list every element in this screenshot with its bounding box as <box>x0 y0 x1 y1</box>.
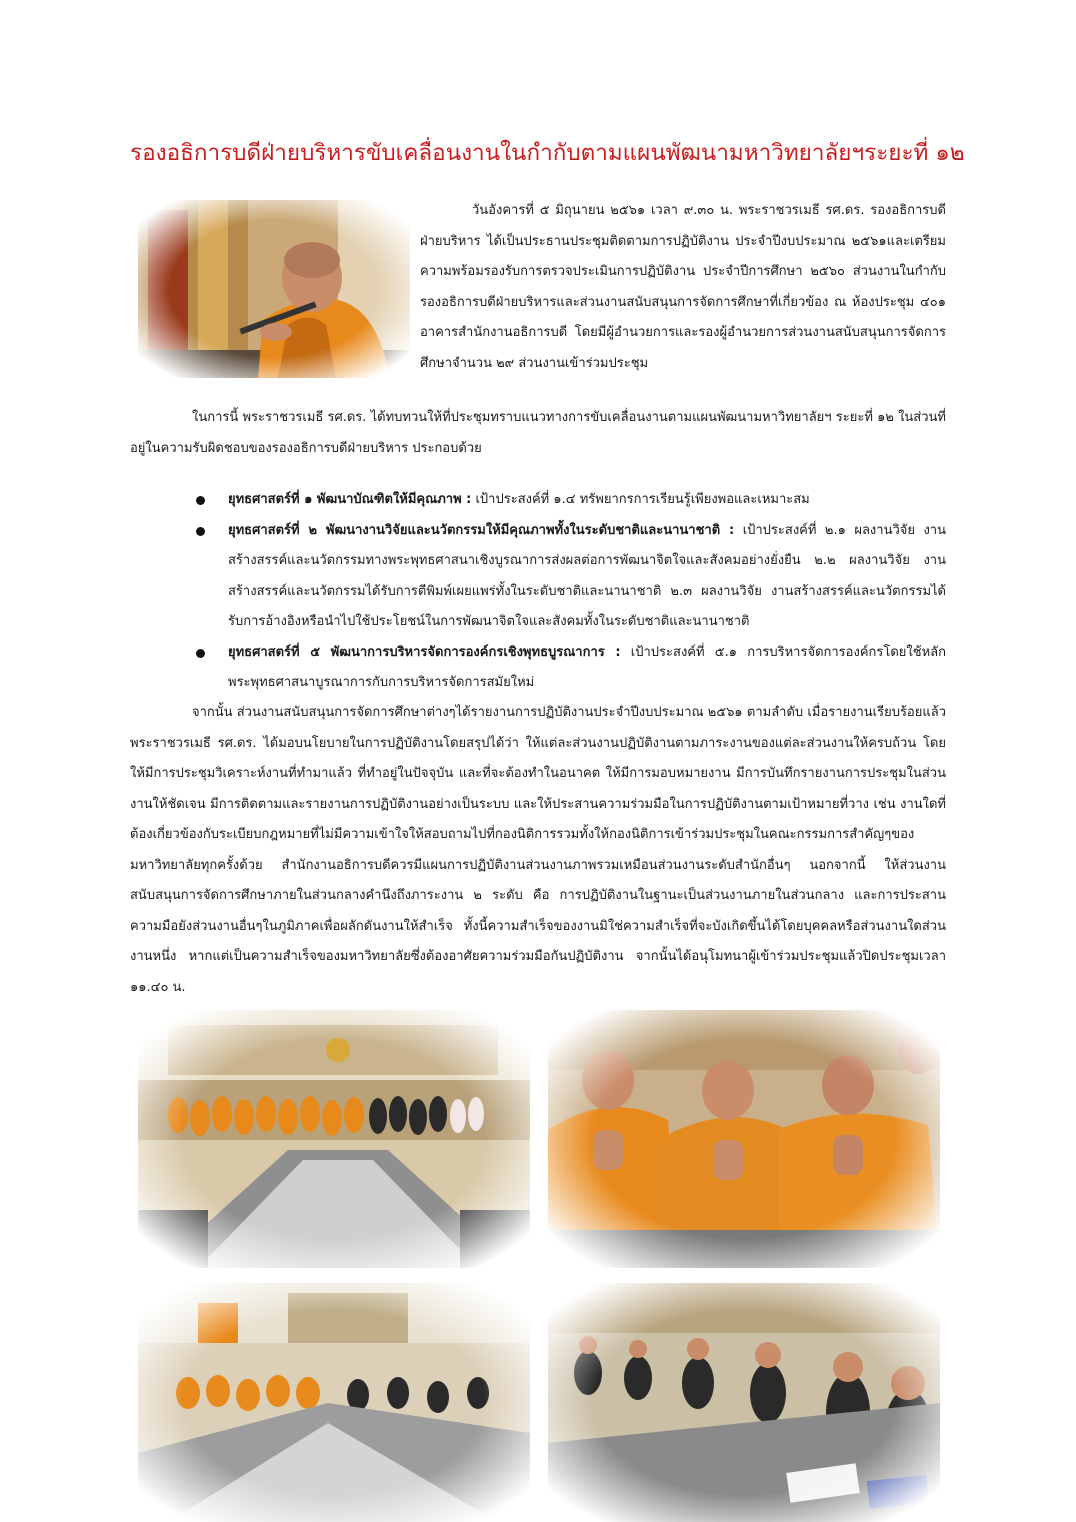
photo-group-meeting-room <box>138 1010 530 1268</box>
strategy-item: ยุทธศาสตร์ที่ ๒ พัฒนางานวิจัยและนวัตกรรมให้มีคุณภาพทั้งในระดับชาติและนานาชาติ : เป้าประสงค์ที่ ๒.๑ ผลงานวิจัย งานสร้างสรรค์และนวัตกรรมทางพระพุทธศาสนาเชิงบูรณาการส่งผลต่อการพัฒนาจิตใจและสังคมอย่างยั่งยืน ๒.๒ ผลงานวิจัย งานสร้างสรรค์และนวัตกรรมได้รับการตีพิมพ์เผยแพร่ทั้งในระดับชาติและนานาชาติ ๒.๓ ผลงานวิจัย งานสร้างสรรค์และนวัตกรรมได้รับการอ้างอิงหรือนำไปใช้ประโยชน์ในการพัฒนาจิตใจและสังคมทั้งในระดับชาติและนานาชาติ <box>190 516 946 638</box>
strategy-item: ยุทธศาสตร์ที่ ๕ พัฒนาการบริหารจัดการองค์กรเชิงพุทธบูรณาการ : เป้าประสงค์ที่ ๕.๑ การบริหารจัดการองค์กรโดยใช้หลักพระพุทธศาสนาบูรณาการกับการบริหารจัดการสมัยใหม่ <box>190 638 946 699</box>
bullet-icon <box>196 527 205 536</box>
article-title: รองอธิการบดีฝ่ายบริหารขับเคลื่อนงานในกำกับตามแผนพัฒนามหาวิทยาลัยฯระยะที่ ๑๒ <box>130 140 965 166</box>
bullet-icon <box>196 649 205 658</box>
photo-chairman <box>138 200 410 378</box>
photo-monks-respect <box>548 1010 940 1268</box>
paragraph-policy: จากนั้น ส่วนงานสนับสนุนการจัดการศึกษาต่างๆได้รายงานการปฏิบัติงานประจำปีงบประมาณ ๒๕๖๑ ตามลำดับ เมื่อรายงานเรียบร้อยแล้ว พระราชวรเมธี รศ.ดร. ได้มอบนโยบายในการปฏิบัติงานโดยสรุปได้ว่า ให้แต่ละส่วนงานปฏิบัติงานตามภาระงานของแต่ละส่วนงานให้ครบถ้วน โดยให้มีการประชุมวิเคราะห์งานที่ทำมาแล้ว ที่ทำอยู่ในปัจจุบัน และที่จะต้องทำในอนาคต ให้มีการมอบหมายงาน มีการบันทึกรายงานการประชุมในส่วนงานให้ชัดเจน มีการติดตามและรายงานการปฏิบัติงานอย่างเป็นระบบ และให้ประสานความร่วมมือในการปฏิบัติงานตามเป้าหมายที่วาง เช่น งานใดที่ต้องเกี่ยวข้องกับระเบียบกฎหมายที่ไม่มีความเข้าใจให้สอบถามไปที่กองนิติการรวมทั้งให้กองนิติการเข้าร่วมประชุมในคณะกรรมการสำคัญๆของมหาวิทยาลัยทุกครั้งด้วย สำนักงานอธิการบดีควรมีแผนการปฏิบัติงานส่วนงานภาพรวมเหมือนส่วนงานระดับสำนักอื่นๆ นอกจากนี้ ให้ส่วนงานสนับสนุนการจัดการศึกษาภายในส่วนกลางคำนึงถึงภาระงาน ๒ ระดับ คือ การปฏิบัติงานในฐานะเป็นส่วนงานภายในส่วนกลาง และการประสานความมือยังส่วนงานอื่นๆในภูมิภาคเพื่อผลักดันงานให้สำเร็จ ทั้งนี้ความสำเร็จของงานมิใช่ความสำเร็จที่จะบังเกิดขึ้นได้โดยบุคคลหรือส่วนงานใดส่วนงานหนึ่ง หากแต่เป็นความสำเร็จของมหาวิทยาลัยซึ่งต้องอาศัยความร่วมมือกันปฏิบัติงาน จากนั้นได้อนุโมทนาผู้เข้าร่วมประชุมแล้วปิดประชุมเวลา ๑๑.๔๐ น. <box>130 705 946 995</box>
strategy-item: ยุทธศาสตร์ที่ ๑ พัฒนาบัณฑิตให้มีคุณภาพ : เป้าประสงค์ที่ ๑.๔ ทรัพยากรการเรียนรู้เพียงพอและเหมาะสม <box>190 485 946 516</box>
photo-meeting-wide <box>138 1283 530 1522</box>
photo-staff-notes <box>548 1283 940 1522</box>
strategy-list <box>190 485 946 699</box>
bullet-icon <box>196 496 205 505</box>
intro-paragraph: วันอังคารที่ ๕ มิถุนายน ๒๕๖๑ เวลา ๙.๓๐ น. พระราชวรเมธี รศ.ดร. รองอธิการบดีฝ่ายบริหาร ได้เป็นประธานประชุมติดตามการปฏิบัติงาน ประจำปีงบประมาณ ๒๕๖๑และเตรียมความพร้อมรองรับการตรวจประเมินการปฏิบัติงาน ประจำปีการศึกษา ๒๕๖๐ ส่วนงานในกำกับรองอธิการบดีฝ่ายบริหารและส่วนงานสนับสนุนการจัดการศึกษาที่เกี่ยวข้อง ณ ห้องประชุม ๔๐๑ อาคารสำนักงานอธิการบดี โดยมีผู้อำนวยการและรองผู้อำนวยการส่วนงานสนับสนุนการจัดการศึกษาจำนวน ๒๙ ส่วนงานเข้าร่วมประชุม <box>420 203 946 371</box>
paragraph-review: ในการนี้ พระราชวรเมธี รศ.ดร. ได้ทบทวนให้ที่ประชุมทราบแนวทางการขับเคลื่อนงานตามแผนพัฒนามหาวิทยาลัยฯ ระยะที่ ๑๒ ในส่วนที่อยู่ในความรับผิดชอบของรองอธิการบดีฝ่ายบริหาร ประกอบด้วย <box>130 410 946 456</box>
